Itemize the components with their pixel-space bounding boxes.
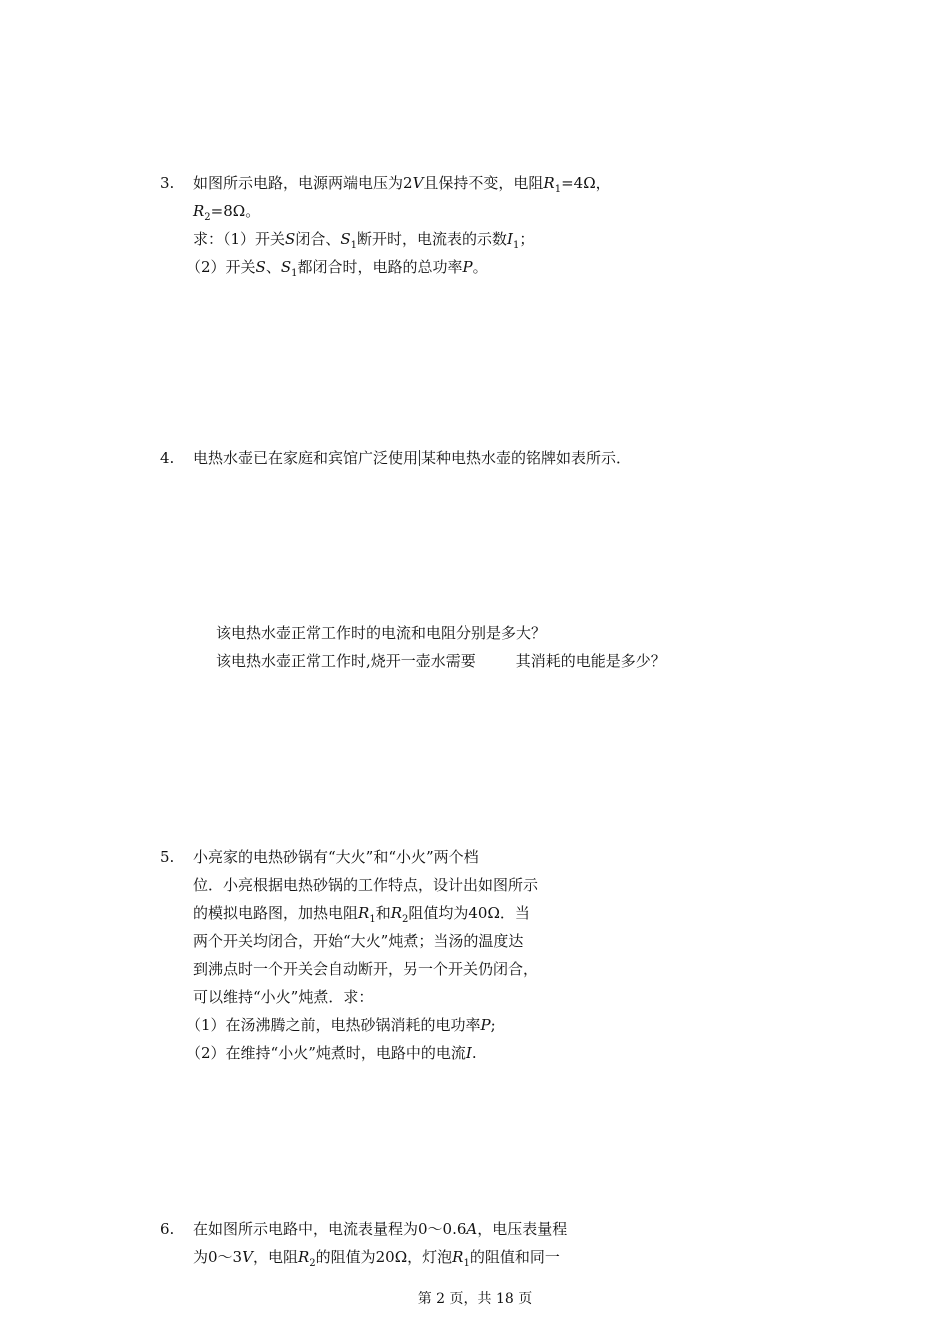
- question-5: [160, 842, 620, 1062]
- question-number: 6.: [160, 1220, 175, 1238]
- question-text-line: 的模拟电路图，加热电阻$R_1$和$R_2$阻值均为40Ω．当: [193, 904, 530, 925]
- question-text-line: 位．小亮根据电热砂锅的工作特点，设计出如图所示: [193, 876, 539, 894]
- question-text-line: （2）在维持“小火”炖煮时，电路中的电流I.: [186, 1044, 477, 1062]
- question-text-line: 如图所示电路，电源两端电压为2V且保持不变，电阻$R_1=4\Omega$，: [193, 174, 611, 195]
- question-text-line: 可以维持“小火”炖煮．求：: [193, 988, 374, 1006]
- question-text-line: 该电热水壶正常工作时,烧开一壶水需要 其消耗的电能是多少？: [216, 652, 666, 670]
- question-text-line: 为0～3V，电阻$R_2$的阻值为20Ω，灯泡$R_1$的阻值和同一: [193, 1248, 560, 1269]
- question-text-line: 求：（1）开关S闭合、$S_1$断开时，电流表的示数$I_1$；: [193, 230, 535, 251]
- question-text-line: 小亮家的电热砂锅有“大火”和“小火”两个档: [193, 848, 479, 866]
- question-number: 4.: [160, 449, 175, 467]
- question-4-subquestions: [216, 618, 736, 678]
- question-text-line: （1）在汤沸腾之前，电热砂锅消耗的电功率P;: [186, 1016, 496, 1034]
- page-footer: 第 2 页，共 18 页: [417, 1291, 533, 1307]
- question-text-line: 电热水壶已在家庭和宾馆广泛使用 某种电热水壶的铭牌如表所示．: [193, 449, 632, 467]
- question-number: 3.: [160, 174, 175, 192]
- question-text-line: $R_2=8\Omega$。: [193, 202, 261, 223]
- question-text-line: 到沸点时一个开关会自动断开，另一个开关仍闭合，: [193, 960, 539, 978]
- text-cursor: [419, 450, 420, 466]
- question-text-line: 两个开关均闭合，开始“大火”炖煮；当汤的温度达: [193, 932, 524, 950]
- question-text-line: 该电热水壶正常工作时的电流和电阻分别是多大？: [216, 624, 547, 642]
- question-4: [160, 443, 740, 473]
- question-text-line: 在如图所示电路中，电流表量程为0～0.6A，电压表量程: [193, 1220, 568, 1238]
- question-text-line: （2）开关S、$S_1$都闭合时，电路的总功率P。: [186, 258, 488, 279]
- question-3: [160, 168, 640, 288]
- question-6: [160, 1214, 620, 1274]
- question-number: 5.: [160, 848, 175, 866]
